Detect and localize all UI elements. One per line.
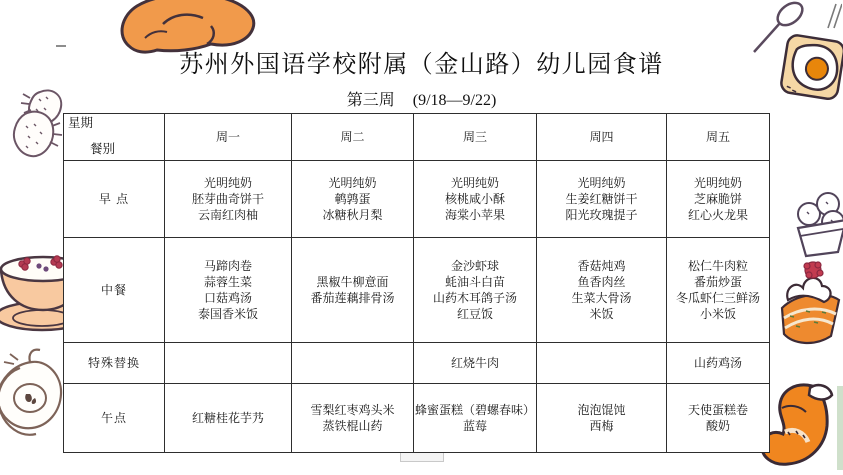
menu-cell (292, 343, 414, 384)
header-row (64, 114, 770, 161)
menu-cell: 光明纯奶 胚芽曲奇饼干 云南红肉柚 (165, 161, 292, 238)
day-header-wed: 周三 (414, 114, 537, 161)
day-header-tue: 周二 (292, 114, 414, 161)
menu-cell: 光明纯奶 芝麻脆饼 红心火龙果 (667, 161, 770, 238)
page-subtitle (0, 87, 843, 110)
menu-cell: 光明纯奶 鹌鹑蛋 冰糖秋月梨 (292, 161, 414, 238)
row-label-snack: 午点 (64, 384, 165, 453)
cake-slice-icon (776, 256, 843, 348)
subtitle-week: 第三周 (346, 92, 395, 109)
row-label-lunch: 中餐 (64, 238, 165, 343)
page-edge-strip (837, 386, 843, 470)
row-label-breakfast: 早 点 (64, 161, 165, 238)
menu-cell: 黑椒牛柳意面 番茄莲藕排骨汤 (292, 238, 414, 343)
menu-cell: 光明纯奶 核桃咸小酥 海棠小苹果 (414, 161, 537, 238)
ice-cream-cup-icon (792, 190, 843, 270)
corner-label-week: 星期 (68, 116, 94, 130)
menu-cell: 金沙虾球 蚝油斗白苗 山药木耳鸽子汤 红豆饭 (414, 238, 537, 343)
breakfast-row (64, 161, 770, 238)
menu-cell: 红糖桂花芋艿 (165, 384, 292, 453)
corner-slash-marks (824, 2, 842, 30)
day-header-fri: 周五 (667, 114, 770, 161)
menu-cell: 雪梨红枣鸡头米 蒸铁棍山药 (292, 384, 414, 453)
menu-cell: 天使蛋糕卷 酸奶 (667, 384, 770, 453)
day-header-thu: 周四 (537, 114, 667, 161)
menu-cell: 红烧牛肉 (414, 343, 537, 384)
page-title: 苏州外国语学校附属（金山路）幼儿园食谱 (179, 52, 664, 78)
menu-cell: 蜂蜜蛋糕（碧螺春味） 蓝莓 (414, 384, 537, 453)
menu-cell: 香菇炖鸡 鱼香肉丝 生菜大骨汤 米饭 (537, 238, 667, 343)
corner-cell (64, 114, 165, 161)
corner-label-meal: 餐别 (90, 142, 116, 156)
menu-cell (165, 343, 292, 384)
subtitle-date-range: (9/18—9/22) (412, 92, 497, 109)
day-header-mon: 周一 (165, 114, 292, 161)
lunch-row (64, 238, 770, 343)
menu-table (63, 113, 770, 453)
menu-cell: 光明纯奶 生姜红糖饼干 阳光玫瑰提子 (537, 161, 667, 238)
menu-cell: 山药鸡汤 (667, 343, 770, 384)
afternoon-snack-row (64, 384, 770, 453)
menu-cell (537, 343, 667, 384)
apple-icon (0, 346, 66, 446)
menu-cell: 泡泡馄饨 西梅 (537, 384, 667, 453)
row-label-special: 特殊替换 (64, 343, 165, 384)
special-substitute-row (64, 343, 770, 384)
menu-cell: 松仁牛肉粒 番茄炒蛋 冬瓜虾仁三鲜汤 小米饭 (667, 238, 770, 343)
menu-cell: 马蹄肉卷 蒜蓉生菜 口菇鸡汤 泰国香米饭 (165, 238, 292, 343)
